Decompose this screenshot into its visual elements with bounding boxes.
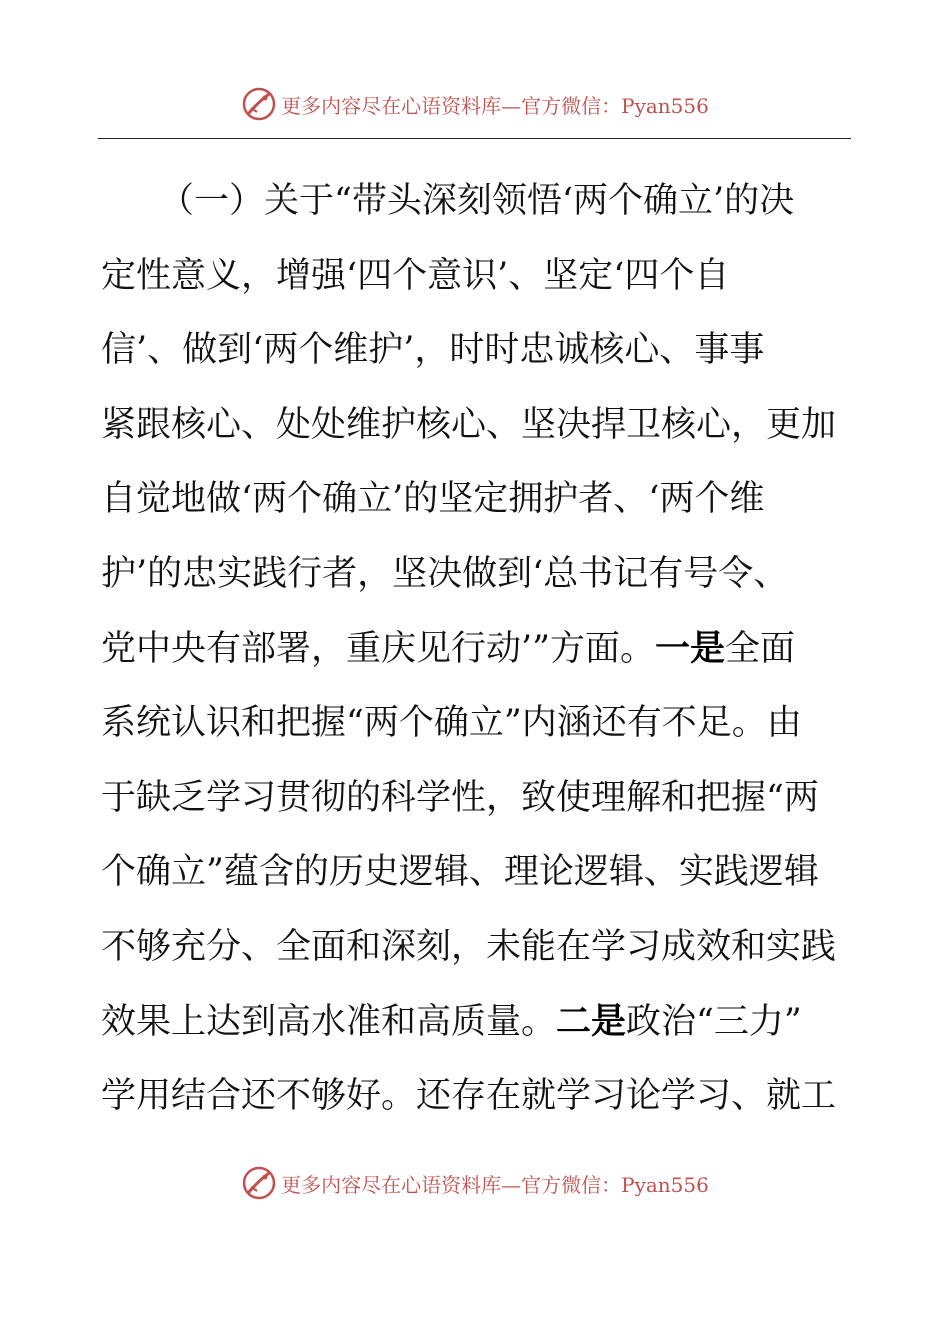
text-line-content: 于缺乏学习贯彻的科学性，致使理解和把握“两: [101, 777, 819, 818]
bold-marker: 一是: [655, 627, 726, 669]
pen-nib-logo-icon: [241, 1165, 277, 1201]
header-divider: [98, 138, 851, 139]
text-line: [101, 686, 851, 761]
text-line-content: 定性意义，增强‘四个意识’、坚定‘四个自: [101, 255, 730, 296]
header-banner-text: 更多内容尽在心语资料库—官方微信：Pyan556: [281, 93, 709, 118]
footer-banner: [0, 1163, 950, 1203]
text-line: [101, 1059, 851, 1134]
text-line-content: 不够充分、全面和深刻，未能在学习成效和实践: [101, 926, 837, 967]
text-line: [101, 239, 851, 314]
document-body: [101, 164, 851, 1134]
text-line-content: 系统认识和把握“两个确立”内涵还有不足。由: [101, 703, 802, 744]
text-line: [101, 388, 851, 463]
text-line-content: 信’、做到‘两个维护’，时时忠诚核心、事事: [101, 330, 765, 371]
text-line: [101, 612, 851, 687]
text-run: 全面: [725, 628, 796, 669]
text-line: [101, 910, 851, 985]
text-line-content: 紧跟核心、处处维护核心、坚决捍卫核心，更加: [101, 404, 837, 445]
text-line: [101, 462, 851, 537]
text-line-content: [101, 612, 795, 687]
text-line-content: 护’的忠实践行者，坚决做到‘总书记有号令、: [101, 553, 789, 594]
text-run: 政治“三力”: [626, 1001, 802, 1042]
text-line: [101, 985, 851, 1060]
pen-nib-logo-icon: [241, 86, 277, 122]
text-line: [101, 537, 851, 612]
text-line-content: （一）关于“带头深刻领悟‘两个确立’的决: [159, 181, 795, 221]
text-line: [101, 835, 851, 910]
text-line-content: 个确立”蕴含的历史逻辑、理论逻辑、实践逻辑: [101, 852, 819, 893]
text-line: [101, 313, 851, 388]
text-line: [101, 761, 851, 836]
text-run: 党中央有部署，重庆见行动’”方面。: [101, 628, 656, 669]
text-line-content: [101, 985, 802, 1060]
bold-marker: 二是: [556, 1000, 627, 1042]
text-line-content: 学用结合还不够好。还存在就学习论学习、就工: [101, 1076, 837, 1117]
header-banner: [0, 84, 950, 124]
footer-banner-text: 更多内容尽在心语资料库—官方微信：Pyan556: [281, 1172, 709, 1197]
text-line-content: 自觉地做‘两个确立’的坚定拥护者、‘两个维: [101, 479, 765, 520]
text-run: 效果上达到高水准和高质量。: [101, 1001, 557, 1042]
text-line: [101, 164, 851, 239]
